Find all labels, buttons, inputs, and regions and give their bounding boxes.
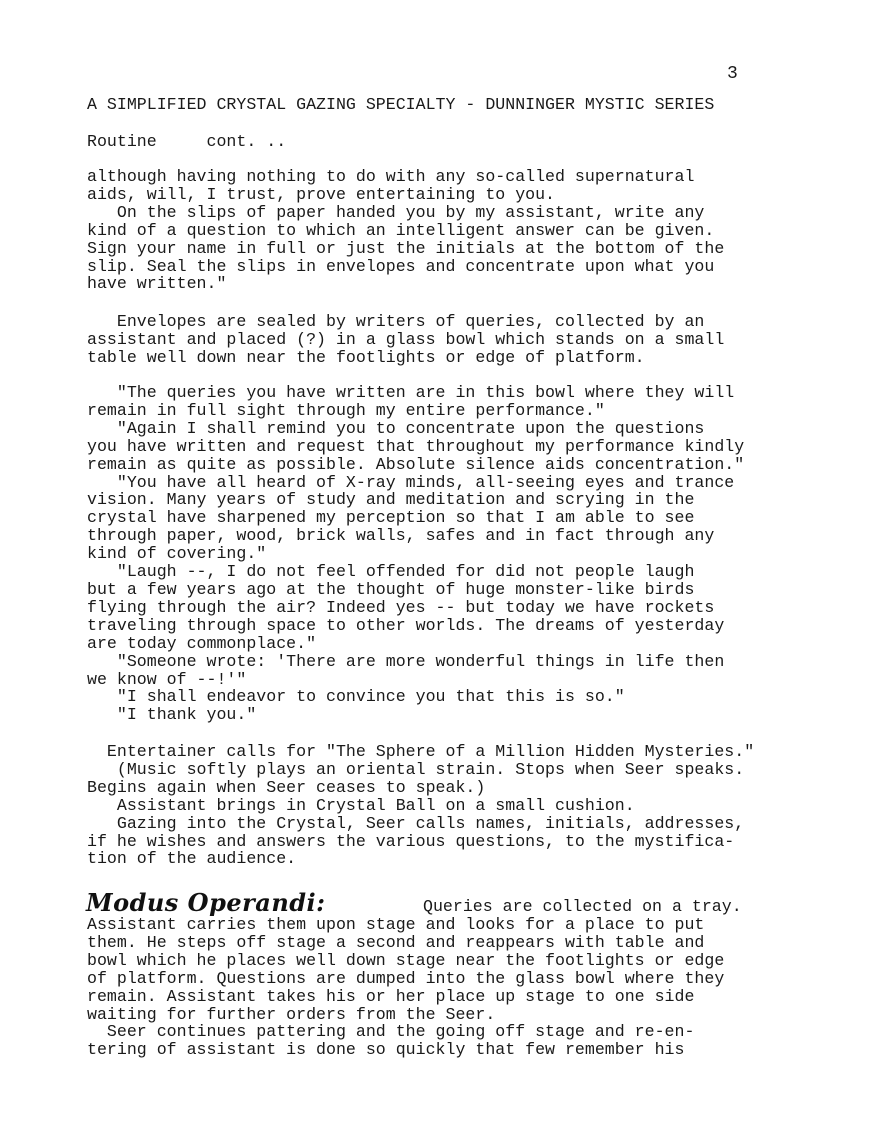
modus-operandi-heading: Modus Operandi: bbox=[86, 888, 326, 917]
paragraph-sphere: Entertainer calls for "The Sphere of a Million Hidden Mysteries." (Music softly plays an oriental strain. Stops when Seer speaks. Begins again when Seer ceases to speak.) Assistant brings in Crystal Ball on a small cushion. Gazing into the Crystal, Seer calls names, initials, addresses, if he wishes and answers the various questions, to the mystifica- tion of the audience. bbox=[87, 742, 755, 869]
page-header: A SIMPLIFIED CRYSTAL GAZING SPECIALTY - DUNNINGER MYSTIC SERIES bbox=[87, 95, 715, 114]
paragraph-intro: although having nothing to do with any so-called supernatural aids, will, I trust, prove entertaining to you. On the slips of paper handed you by my assistant, write any kind of a question to which an intelligent answer can be given. Sign your name in full or just the initials at the bottom of the slip. Seal the slips in envelopes and concentrate upon what you have written." bbox=[87, 167, 725, 294]
modus-first-line: Queries are collected on a tray. bbox=[423, 897, 742, 916]
paragraph-modus-operandi: Assistant carries them upon stage and looks for a place to put them. He steps off stage a second and reappears with table and bowl which he places well down stage near the footlights or edge of platform. Questions are dumped into the glass bowl where they remain. Assistant takes his or her place up stage to one side waiting for further orders from the Seer. Seer continues pattering and the going off stage and re-en- tering of assistant is done so quickly that few remember his bbox=[87, 915, 725, 1060]
paragraph-envelopes: Envelopes are sealed by writers of queries, collected by an assistant and placed (?) in a glass bowl which stands on a small table well down near the footlights or edge of platform. bbox=[87, 312, 725, 367]
paragraph-patter: "The queries you have written are in this bowl where they will remain in full sight through my entire performance." "Again I shall remind you to concentrate upon the questions you have written and request that throughout my performance kindly remain as quite as possible. Absolute silence aids concentration." "You have all heard of X-ray minds, all-seeing eyes and trance vision. Many years of study and meditation and scrying in the crystal have sharpened my perception so that I am able to see through paper, wood, brick walls, safes and in fact through any kind of covering." "Laugh --, I do not feel offended for did not people laugh but a few years ago at the thought of huge monster-like birds flying through the air? Indeed yes -- but today we have rockets traveling through space to other worlds. The dreams of yesterday are today commonplace." "Someone wrote: 'There are more wonderful things in life then we know of --!'" "I shall endeavor to convince you that this is so." "I thank you." bbox=[87, 383, 745, 725]
page-number: 3 bbox=[727, 64, 738, 84]
section-label: Routine cont. .. bbox=[87, 132, 287, 151]
